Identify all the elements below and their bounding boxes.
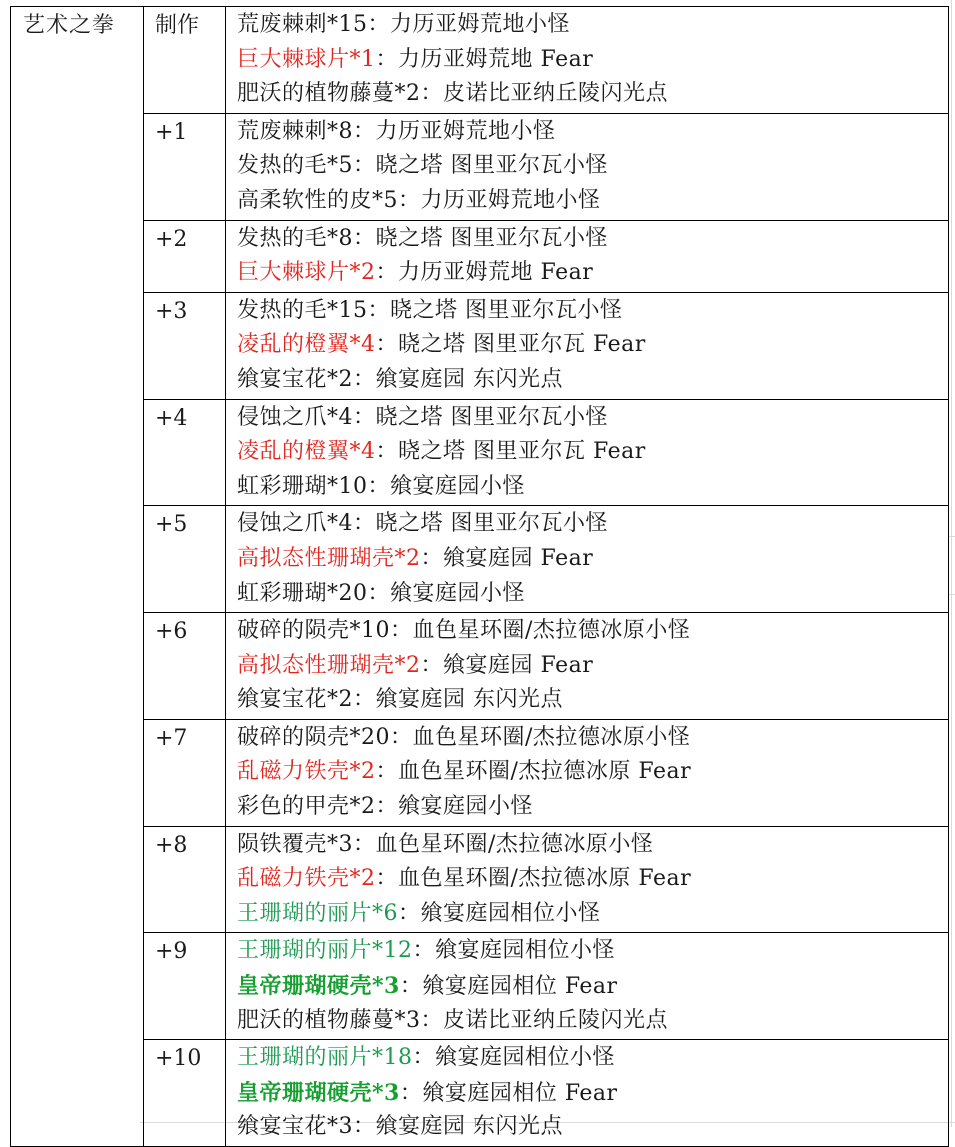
separator: ： bbox=[353, 831, 376, 857]
material-line bbox=[237, 328, 948, 363]
material-source: 飨宴庭园相位小怪 bbox=[435, 1045, 616, 1071]
material-source: 力历亚姆荒地 Fear bbox=[398, 260, 594, 286]
gridline-stub bbox=[948, 536, 955, 537]
material-source: 飨宴庭园相位小怪 bbox=[420, 900, 601, 926]
material-line bbox=[237, 542, 948, 577]
material-name: 王珊瑚的丽片*6 bbox=[237, 900, 398, 926]
material-name: 肥沃的植物藤蔓*2 bbox=[237, 81, 421, 107]
materials-list bbox=[226, 827, 948, 933]
material-source: 血色星环圈/杰拉德冰原小怪 bbox=[375, 831, 654, 857]
materials-list bbox=[226, 506, 948, 612]
upgrade-level-label: +10 bbox=[155, 1046, 202, 1072]
material-name: 破碎的陨壳*10 bbox=[237, 618, 390, 644]
level-cell bbox=[144, 113, 226, 220]
separator: ： bbox=[390, 618, 413, 644]
material-source: 力历亚姆荒地小怪 bbox=[390, 12, 571, 37]
material-name: 飨宴宝花*2 bbox=[237, 687, 353, 713]
material-name: 虹彩珊瑚*20 bbox=[237, 580, 368, 606]
material-name: 皇帝珊瑚硬壳*3 bbox=[237, 1079, 400, 1106]
table-row bbox=[11, 220, 949, 292]
upgrade-level-label: +7 bbox=[155, 725, 188, 751]
separator: ： bbox=[367, 473, 391, 499]
material-line bbox=[237, 435, 948, 470]
material-source: 力历亚姆荒地小怪 bbox=[420, 187, 601, 213]
material-line bbox=[237, 115, 948, 150]
table-row bbox=[11, 719, 949, 826]
table-body bbox=[11, 7, 949, 1147]
material-line bbox=[237, 683, 948, 718]
separator: ： bbox=[375, 439, 399, 465]
upgrade-level-label: +2 bbox=[155, 226, 188, 252]
materials-cell bbox=[226, 719, 949, 826]
table-row bbox=[11, 7, 949, 114]
material-name: 王珊瑚的丽片*18 bbox=[237, 1045, 413, 1071]
material-name: 皇帝珊瑚硬壳*3 bbox=[237, 973, 400, 1000]
materials-list bbox=[226, 933, 948, 1039]
materials-cell bbox=[226, 1040, 949, 1147]
material-source: 飨宴庭园小怪 bbox=[390, 580, 526, 606]
material-line bbox=[237, 934, 948, 969]
material-source: 晓之塔 图里亚尔瓦小怪 bbox=[375, 225, 609, 251]
separator: ： bbox=[353, 1114, 376, 1140]
material-name: 飨宴宝花*3 bbox=[237, 1114, 353, 1140]
table-row bbox=[11, 826, 949, 933]
material-name: 飨宴宝花*2 bbox=[237, 366, 353, 392]
table-row bbox=[11, 113, 949, 220]
separator: ： bbox=[353, 511, 376, 537]
separator: ： bbox=[367, 297, 391, 323]
material-name: 高拟态性珊瑚壳*2 bbox=[237, 652, 421, 678]
materials-list bbox=[226, 7, 948, 113]
upgrade-level-label: +4 bbox=[155, 405, 188, 431]
material-line bbox=[237, 8, 948, 43]
material-line bbox=[237, 470, 948, 505]
level-cell bbox=[144, 506, 226, 613]
separator: ： bbox=[420, 1007, 444, 1033]
separator: ： bbox=[420, 652, 444, 678]
materials-list bbox=[226, 293, 948, 399]
material-name: 破碎的陨壳*20 bbox=[237, 724, 390, 750]
level-cell bbox=[144, 826, 226, 933]
material-source: 飨宴庭园 东闪光点 bbox=[375, 1114, 564, 1140]
material-source: 飨宴庭园相位小怪 bbox=[435, 938, 616, 964]
material-name: 王珊瑚的丽片*12 bbox=[237, 938, 413, 964]
upgrade-level-label: +8 bbox=[155, 832, 188, 858]
material-name: 凌乱的橙翼*4 bbox=[237, 439, 376, 465]
materials-list bbox=[226, 613, 948, 719]
material-name: 侵蚀之爪*4 bbox=[237, 404, 353, 430]
material-source: 血色星环圈/杰拉德冰原 Fear bbox=[398, 759, 692, 785]
level-cell bbox=[144, 7, 226, 114]
materials-list bbox=[226, 400, 948, 506]
level-cell bbox=[144, 613, 226, 720]
materials-list bbox=[226, 1040, 948, 1146]
crafting-materials-table bbox=[10, 6, 949, 1147]
separator: ： bbox=[375, 46, 399, 72]
materials-cell bbox=[226, 506, 949, 613]
material-source: 皮诺比亚纳丘陵闪光点 bbox=[443, 81, 669, 107]
separator: ： bbox=[375, 794, 399, 820]
material-source: 晓之塔 图里亚尔瓦 Fear bbox=[398, 332, 646, 358]
material-line bbox=[237, 969, 948, 1004]
separator: ： bbox=[420, 545, 444, 571]
materials-cell bbox=[226, 7, 949, 114]
level-cell bbox=[144, 719, 226, 826]
material-source: 皮诺比亚纳丘陵闪光点 bbox=[443, 1007, 669, 1033]
materials-cell bbox=[226, 292, 949, 399]
weapon-name: 艺术之拳 bbox=[23, 13, 116, 38]
material-source: 力历亚姆荒地小怪 bbox=[375, 118, 556, 144]
material-source: 血色星环圈/杰拉德冰原 Fear bbox=[398, 866, 692, 892]
table-row bbox=[11, 399, 949, 506]
upgrade-level-label: +9 bbox=[155, 939, 188, 965]
material-line bbox=[237, 649, 948, 684]
table-row bbox=[11, 506, 949, 613]
separator: ： bbox=[412, 938, 436, 964]
level-cell bbox=[144, 292, 226, 399]
table-row bbox=[11, 613, 949, 720]
material-line bbox=[237, 363, 948, 398]
material-source: 飨宴庭园 Fear bbox=[443, 652, 594, 678]
materials-cell bbox=[226, 399, 949, 506]
material-line bbox=[237, 614, 948, 649]
separator: ： bbox=[353, 687, 376, 713]
material-name: 虹彩珊瑚*10 bbox=[237, 473, 368, 499]
separator: ： bbox=[367, 580, 391, 606]
material-name: 巨大棘球片*2 bbox=[237, 260, 376, 286]
material-source: 力历亚姆荒地 Fear bbox=[398, 46, 594, 72]
separator: ： bbox=[353, 366, 376, 392]
material-line bbox=[237, 184, 948, 219]
material-name: 荒废棘刺*8 bbox=[237, 118, 353, 144]
separator: ： bbox=[375, 332, 399, 358]
material-line bbox=[237, 862, 948, 897]
level-cell bbox=[144, 933, 226, 1040]
separator: ： bbox=[375, 260, 399, 286]
material-line bbox=[237, 43, 948, 78]
separator: ： bbox=[353, 118, 376, 144]
materials-list bbox=[226, 221, 948, 292]
material-source: 飨宴庭园小怪 bbox=[390, 473, 526, 499]
material-name: 肥沃的植物藤蔓*3 bbox=[237, 1007, 421, 1033]
material-name: 发热的毛*5 bbox=[237, 153, 353, 179]
separator: ： bbox=[398, 900, 421, 926]
separator: ： bbox=[398, 187, 421, 213]
material-source: 晓之塔 图里亚尔瓦小怪 bbox=[375, 153, 609, 179]
material-name: 巨大棘球片*1 bbox=[237, 46, 376, 72]
material-source: 晓之塔 图里亚尔瓦小怪 bbox=[375, 511, 609, 537]
material-line bbox=[237, 828, 948, 863]
separator: ： bbox=[390, 724, 413, 750]
material-source: 飨宴庭园 东闪光点 bbox=[375, 687, 564, 713]
material-name: 凌乱的橙翼*4 bbox=[237, 332, 376, 358]
material-source: 飨宴庭园小怪 bbox=[398, 794, 534, 820]
materials-cell bbox=[226, 826, 949, 933]
material-name: 彩色的甲壳*2 bbox=[237, 794, 376, 820]
upgrade-level-label: +6 bbox=[155, 619, 188, 645]
material-line bbox=[237, 222, 948, 257]
material-line bbox=[237, 577, 948, 612]
material-line bbox=[237, 294, 948, 329]
material-line bbox=[237, 755, 948, 790]
table-row bbox=[11, 933, 949, 1040]
upgrade-level-label: +1 bbox=[155, 119, 188, 145]
gridline-right bbox=[951, 0, 952, 1127]
material-name: 乱磁力铁壳*2 bbox=[237, 866, 376, 892]
level-cell bbox=[144, 399, 226, 506]
material-source: 血色星环圈/杰拉德冰原小怪 bbox=[412, 724, 691, 750]
material-line bbox=[237, 790, 948, 825]
material-line bbox=[237, 897, 948, 932]
table-row bbox=[11, 292, 949, 399]
level-cell bbox=[144, 1040, 226, 1147]
material-line bbox=[237, 1004, 948, 1039]
material-line bbox=[237, 1076, 948, 1111]
level-cell bbox=[144, 220, 226, 292]
materials-cell bbox=[226, 113, 949, 220]
material-source: 飨宴庭园 Fear bbox=[443, 545, 594, 571]
separator: ： bbox=[375, 866, 399, 892]
materials-list bbox=[226, 720, 948, 826]
material-line bbox=[237, 1041, 948, 1076]
upgrade-level-label: 制作 bbox=[155, 13, 200, 38]
separator: ： bbox=[353, 404, 376, 430]
materials-cell bbox=[226, 933, 949, 1040]
material-name: 荒废棘刺*15 bbox=[237, 12, 368, 37]
material-source: 晓之塔 图里亚尔瓦 Fear bbox=[398, 439, 646, 465]
separator: ： bbox=[412, 1045, 436, 1071]
materials-cell bbox=[226, 220, 949, 292]
material-name: 高拟态性珊瑚壳*2 bbox=[237, 545, 421, 571]
material-line bbox=[237, 256, 948, 291]
upgrade-level-label: +3 bbox=[155, 298, 188, 324]
material-source: 血色星环圈/杰拉德冰原小怪 bbox=[412, 618, 691, 644]
material-line bbox=[237, 401, 948, 436]
separator: ： bbox=[353, 153, 376, 179]
separator: ： bbox=[420, 81, 444, 107]
separator: ： bbox=[353, 225, 376, 251]
separator: ： bbox=[399, 974, 423, 1000]
material-line bbox=[237, 721, 948, 756]
material-source: 飨宴庭园相位 Fear bbox=[422, 1080, 618, 1106]
material-line bbox=[237, 1110, 948, 1145]
table-row bbox=[11, 1040, 949, 1147]
upgrade-level-label: +5 bbox=[155, 512, 188, 538]
material-source: 晓之塔 图里亚尔瓦小怪 bbox=[375, 404, 609, 430]
separator: ： bbox=[399, 1080, 423, 1106]
material-source: 晓之塔 图里亚尔瓦小怪 bbox=[390, 297, 623, 323]
material-line bbox=[237, 77, 948, 112]
material-name: 发热的毛*15 bbox=[237, 297, 368, 323]
material-name: 侵蚀之爪*4 bbox=[237, 511, 353, 537]
material-name: 陨铁覆壳*3 bbox=[237, 831, 353, 857]
material-line bbox=[237, 507, 948, 542]
material-name: 高柔软性的皮*5 bbox=[237, 187, 398, 213]
weapon-cell bbox=[11, 7, 144, 1147]
material-name: 发热的毛*8 bbox=[237, 225, 353, 251]
separator: ： bbox=[375, 759, 399, 785]
material-name: 乱磁力铁壳*2 bbox=[237, 759, 376, 785]
gridline-stub bbox=[948, 594, 955, 595]
separator: ： bbox=[367, 12, 391, 37]
materials-cell bbox=[226, 613, 949, 720]
material-source: 飨宴庭园相位 Fear bbox=[422, 974, 618, 1000]
material-source: 飨宴庭园 东闪光点 bbox=[375, 366, 564, 392]
materials-list bbox=[226, 114, 948, 220]
material-line bbox=[237, 149, 948, 184]
